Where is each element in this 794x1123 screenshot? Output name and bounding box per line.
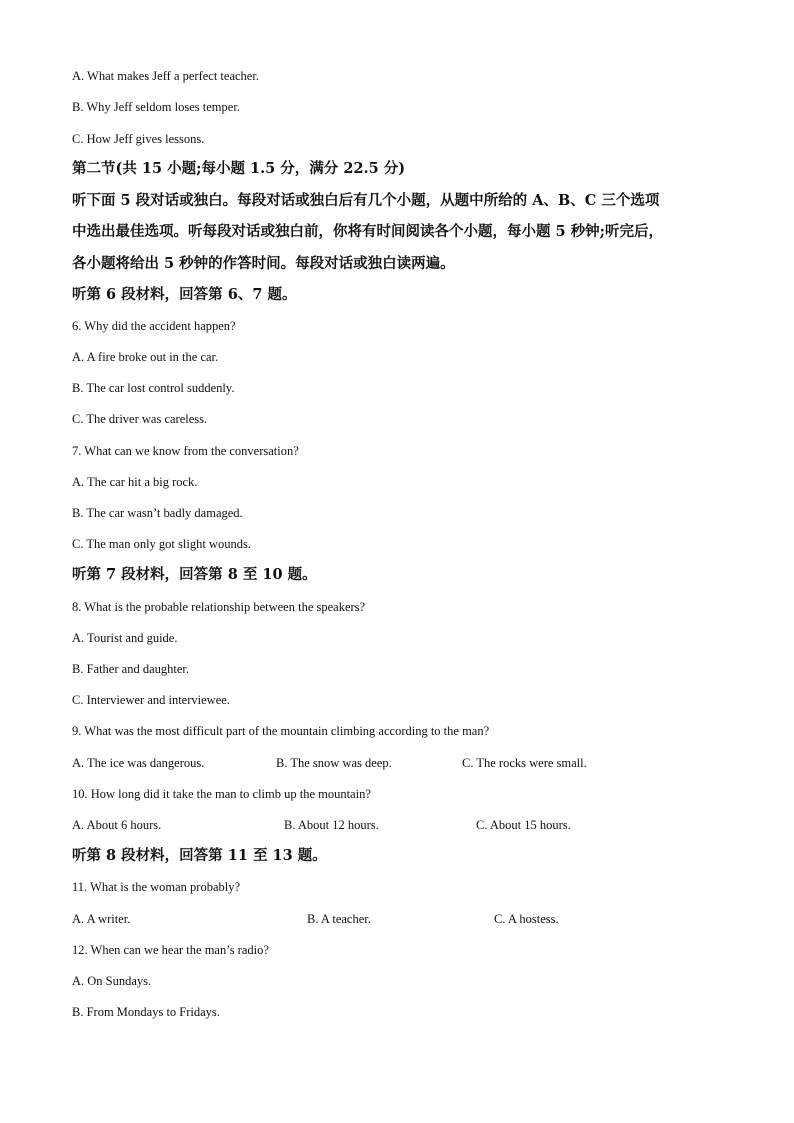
section2-heading: 第二节(共 15 小题;每小题 1.5 分，满分 22.5 分) — [72, 160, 406, 177]
section2-instruction-line3: 各小题将给出 5 秒钟的作答时间。每段对话或独白读两遍。 — [72, 255, 455, 272]
section2-instruction-line2: 中选出最佳选项。听每段对话或独白前，你将有时间阅读各个小题，每小题 5 秒钟;听完后， — [72, 223, 664, 240]
q5-option-c: C. How Jeff gives lessons. — [72, 132, 205, 146]
q7-option-b: B. The car wasn’t badly damaged. — [72, 506, 243, 520]
q12-option-b: B. From Mondays to Fridays. — [72, 1005, 220, 1019]
q8-option-a: A. Tourist and guide. — [72, 631, 178, 645]
q7-question: 7. What can we know from the conversation? — [72, 444, 299, 458]
q10-option-c: C. About 15 hours. — [476, 818, 571, 832]
q7-option-c: C. The man only got slight wounds. — [72, 537, 251, 551]
q6-option-b: B. The car lost control suddenly. — [72, 381, 235, 395]
q11-option-b: B. A teacher. — [307, 912, 371, 926]
q8-option-b: B. Father and daughter. — [72, 662, 189, 676]
q8-question: 8. What is the probable relationship between the speakers? — [72, 600, 366, 614]
q6-option-a: A. A fire broke out in the car. — [72, 350, 219, 364]
q11-option-a: A. A writer. — [72, 912, 131, 926]
q10-question: 10. How long did it take the man to climb up the mountain? — [72, 787, 371, 801]
q12-question: 12. When can we hear the man’s radio? — [72, 943, 269, 957]
section2-instruction-line1: 听下面 5 段对话或独白。每段对话或独白后有几个小题，从题中所给的 A、B、C 三个选项 — [72, 192, 660, 209]
q10-option-b: B. About 12 hours. — [284, 818, 379, 832]
q6-question: 6. Why did the accident happen? — [72, 319, 236, 333]
q5-option-b: B. Why Jeff seldom loses temper. — [72, 100, 240, 114]
q9-question: 9. What was the most difficult part of the mountain climbing according to the man? — [72, 724, 490, 738]
q9-option-a: A. The ice was dangerous. — [72, 756, 205, 770]
q11-question: 11. What is the woman probably? — [72, 880, 241, 894]
material6-heading: 听第 6 段材料，回答第 6、7 题。 — [72, 286, 297, 303]
q6-option-c: C. The driver was careless. — [72, 412, 208, 426]
q12-option-a: A. On Sundays. — [72, 974, 152, 988]
q9-option-b: B. The snow was deep. — [276, 756, 392, 770]
material7-heading: 听第 7 段材料，回答第 8 至 10 题。 — [72, 566, 317, 583]
material8-heading: 听第 8 段材料，回答第 11 至 13 题。 — [72, 847, 327, 864]
q10-option-a: A. About 6 hours. — [72, 818, 162, 832]
q9-option-c: C. The rocks were small. — [462, 756, 587, 770]
q11-option-c: C. A hostess. — [494, 912, 559, 926]
q8-option-c: C. Interviewer and interviewee. — [72, 693, 230, 707]
q7-option-a: A. The car hit a big rock. — [72, 475, 198, 489]
q5-option-a: A. What makes Jeff a perfect teacher. — [72, 69, 259, 83]
